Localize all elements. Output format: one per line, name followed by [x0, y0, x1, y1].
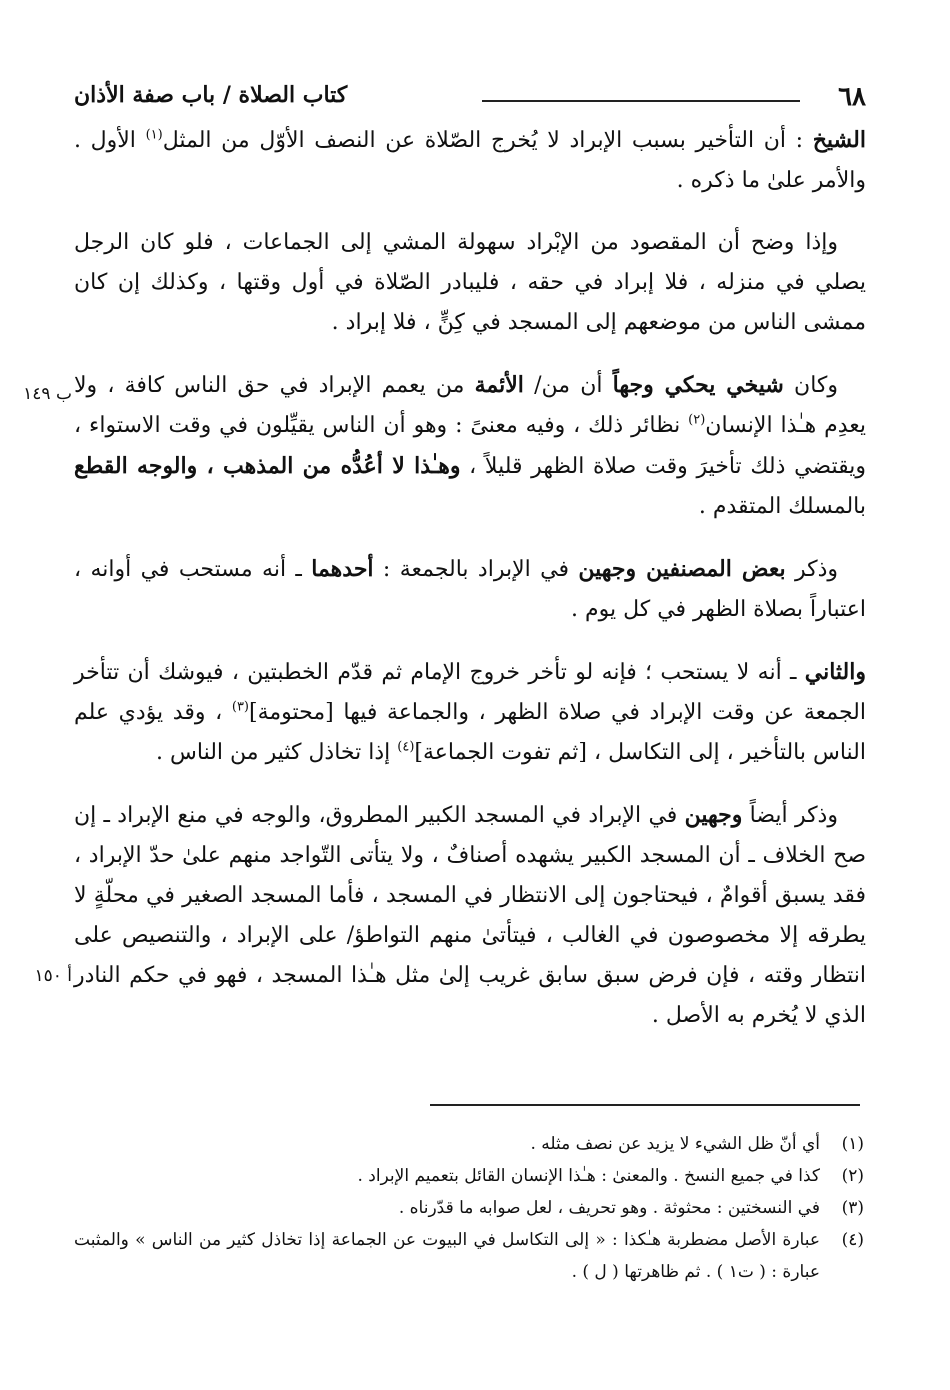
- footnote-text: كذا في جميع النسخ . والمعنىٰ : هـٰذا الإنسان القائل بتعميم الإبراد .: [357, 1166, 820, 1186]
- footnote-rule: [430, 1104, 860, 1106]
- text-run: ـ أنه مستحب في أوانه ، اعتباراً بصلاة الظهر في كل يوم .: [74, 557, 866, 622]
- footnote-ref[interactable]: (٢): [688, 412, 706, 428]
- footnote-ref[interactable]: (١): [145, 127, 163, 143]
- footnote-number: (٤): [841, 1230, 864, 1250]
- footnote: [74, 1192, 864, 1224]
- main-text: [74, 120, 866, 1058]
- bold-term: أحدهما: [311, 556, 374, 582]
- text-run: أن من/: [523, 373, 613, 398]
- footnote: [74, 1160, 864, 1192]
- footnote-number: (٣): [841, 1198, 864, 1218]
- text-run: وذكر أيضاً: [742, 803, 838, 828]
- text-run: الأول . والأمر علىٰ ما ذكره .: [74, 128, 866, 193]
- paragraph: وإذا وضح أن المقصود من الإبْراد سهولة المشي إلى الجماعات ، فلو كان الرجل يصلي في منزله ، فلا إبراد في حقه ، فليبادر الصّلاة في أول وقتها ، وكذلك إن كان ممشى الناس من موضعهم إلى المسجد في كِنٍّ ، فلا إبراد .: [74, 230, 866, 335]
- running-title: كتاب الصلاة / باب صفة الأذان: [74, 82, 348, 108]
- text-run: نظائر ذلك ، وفيه معنىً : وهو أن الناس يقيِّلون في وقت الاستواء ، ويقتضي ذلك تأخيرَ وقت صلاة الظهر قليلاً ،: [74, 413, 866, 479]
- bold-term: بعض المصنفين وجهين: [578, 556, 786, 582]
- margin-folio-note: أ ١٥٠: [34, 966, 72, 986]
- bold-term: الشيخ: [812, 127, 866, 153]
- text-run: وكان: [783, 373, 838, 398]
- text-run: : أن التأخير بسبب الإبراد لا يُخرج الصّلاة عن النصف الأوّل من المثل: [162, 128, 813, 153]
- footnote-ref[interactable]: (٤): [397, 739, 415, 755]
- bold-term: وجهين: [684, 802, 743, 828]
- text-run: في الإبراد في المسجد الكبير المطروق، والوجه في منع الإبراد ـ إن صح الخلاف ـ أن المسجد الكبير يشهده أصنافٌ ، ولا يتأتى التّواجد منهم علىٰ حدّ الإبراد ، فقد يسبق أقوامٌ ، فيحتاجون إلى الانتظار في المسجد ، فأما المسجد الصغير في محلّةٍ لا يطرقه إلا مخصوصون في الغالب ، فيتأتىٰ منهم التواطؤ/ على الإبراد ، والتنصيص على انتظار وقته ، فإن فرض سبق سابق غريب إلىٰ مثل هـٰذا المسجد ، فهو في حكم النادر الذي لا يُخرم به الأصل .: [74, 803, 866, 1028]
- bold-term: شيخي يحكي وجهاً: [612, 372, 784, 398]
- footnote-text: في النسختين : محثوثة . وهو تحريف ، لعل صوابه ما قدّرناه .: [398, 1198, 820, 1218]
- text-run: بالمسلك المتقدم .: [698, 494, 866, 519]
- text-run: إذا تخاذل كثير من الناس .: [156, 740, 398, 765]
- page-header: [74, 80, 866, 120]
- paragraph: [74, 795, 866, 1036]
- page-number: ٦٨: [838, 82, 866, 112]
- text-run: ، وقد يؤدي علم الناس بالتأخير ، إلى التكاسل ، [ثم تفوت الجماعة]: [74, 700, 866, 765]
- footnote: [74, 1224, 864, 1288]
- bold-term: والثاني: [804, 659, 866, 685]
- text-run: ـ أنه لا يستحب ؛ فإنه لو تأخر خروج الإمام ثم قدّم الخطبتين ، فيوشك أن تتأخر الجمعة عن وقت الإبراد في صلاة الظهر ، والجماعة فيها [محتومة]: [74, 660, 866, 725]
- text-run: من يعمم الإبراد في حق الناس كافة ، ولا يعدِم هـٰذا الإنسان: [74, 373, 866, 438]
- text-run: وذكر: [785, 557, 839, 582]
- footnote-ref[interactable]: (٣): [231, 699, 249, 715]
- header-rule: [482, 100, 800, 102]
- margin-folio-note: ب ١٤٩: [23, 384, 72, 404]
- footnote-number: (٢): [841, 1166, 864, 1186]
- text-run: في الإبراد بالجمعة :: [373, 557, 579, 582]
- paragraph: [74, 365, 866, 527]
- paragraph: [74, 652, 866, 773]
- footnotes: [74, 1128, 864, 1288]
- footnote: [74, 1128, 864, 1160]
- paragraph: [74, 549, 866, 630]
- bold-term: وهـٰذا لا أعُدُّه من المذهب ، والوجه القطع: [74, 453, 461, 479]
- footnote-number: (١): [841, 1134, 864, 1154]
- footnote-text: عبارة الأصل مضطربة هـٰكذا : « إلى التكاسل في البيوت عن الجماعة إذا تخاذل كثير من الناس » والمثبت عبارة : ( ت١ ) . ثم ظاهرتها ( ل ) .: [74, 1230, 820, 1282]
- footnote-text: أي أنّ ظل الشيء لا يزيد عن نصف مثله .: [530, 1134, 820, 1154]
- bold-term: الأئمة: [474, 372, 524, 398]
- paragraph: [74, 120, 866, 201]
